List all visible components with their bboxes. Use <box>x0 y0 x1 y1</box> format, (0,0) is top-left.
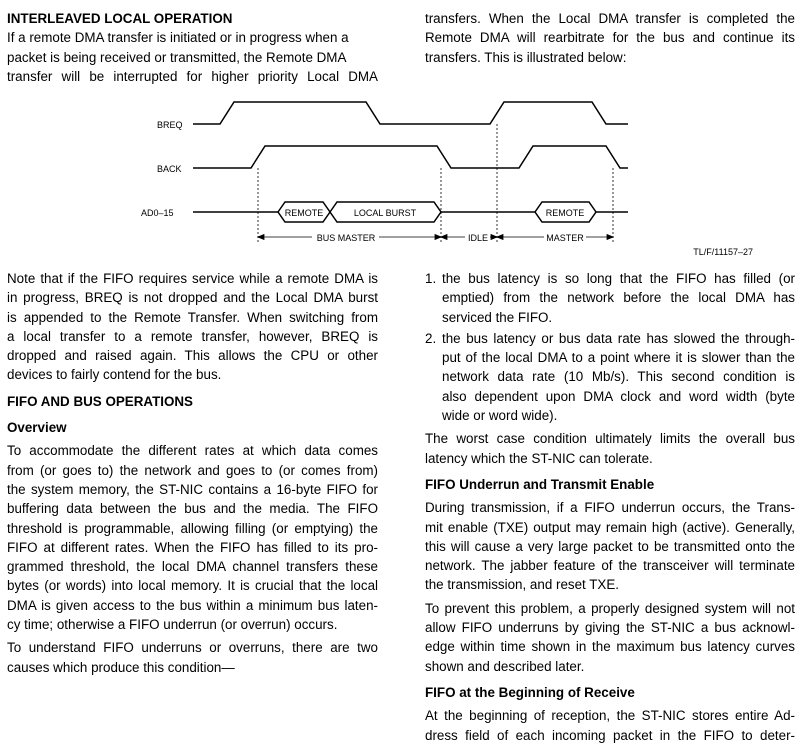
text-line: in progress, BREQ is not dropped and the Local DMA burst <box>7 290 378 306</box>
phase-label-master: MASTER <box>546 233 584 243</box>
text-line: the bus latency is so long that the FIFO has filled (or <box>442 271 795 286</box>
segment-label-remote-2: REMOTE <box>545 208 585 218</box>
prevent-paragraph <box>425 599 795 676</box>
text-line: causes which produce this condition— <box>7 659 235 675</box>
text-line: cy time; otherwise a FIFO underrun (or overrun) occurs. <box>7 617 338 633</box>
subheading-overview: Overview <box>7 420 67 436</box>
text-line: DMA is given access to the bus within a minimum bus laten- <box>7 597 378 613</box>
text-line: emptied) from the network before the local DMA has <box>442 290 795 306</box>
text-line: allow FIFO underruns by giving the ST-NIC a bus acknowl- <box>425 620 795 636</box>
intro-paragraph <box>7 28 378 86</box>
list-item <box>425 269 795 327</box>
list-item <box>425 329 795 425</box>
signal-label-ad: AD0–15 <box>141 208 174 218</box>
text-line: edge within time shown in the maximum bus latency curves <box>425 639 795 655</box>
arrow-head <box>497 235 503 240</box>
text-line: wide or word wide). <box>442 408 558 424</box>
text-line: packet is being received or transmitted, the Remote DMA <box>7 49 347 65</box>
text-line: devices to fairly contend for the bus. <box>7 367 222 383</box>
segment-label-remote: REMOTE <box>284 208 324 218</box>
worst-case-paragraph <box>425 429 795 468</box>
text-line: a local transfer to a remote transfer, however, BREQ is <box>7 328 378 344</box>
receive-paragraph <box>425 706 795 745</box>
timing-diagram <box>0 95 810 260</box>
subheading-receive: FIFO at the Beginning of Receive <box>425 684 635 700</box>
text-line: the transmission, and reset TXE. <box>425 577 620 593</box>
phase-label-idle: IDLE <box>467 233 489 243</box>
underrun-paragraph <box>425 498 795 594</box>
signal-label-breq: BREQ <box>157 120 183 130</box>
right-column-bottom <box>425 269 795 745</box>
arrow-head <box>258 235 264 240</box>
list-number: 1. <box>425 271 437 286</box>
text-line: To accommodate the different rates at which data comes <box>7 443 378 459</box>
section-heading-fifo-bus: FIFO AND BUS OPERATIONS <box>7 393 193 409</box>
back-waveform <box>193 146 628 168</box>
text-line: If a remote DMA transfer is initiated or in progress when a <box>7 30 349 46</box>
left-column-top <box>7 9 378 86</box>
figure-id: TL/F/11157–27 <box>693 247 753 257</box>
note-paragraph <box>7 269 378 385</box>
text-line: Note that if the FIFO requires service while a remote DMA is <box>7 271 378 286</box>
text-line: At the beginning of reception, the ST-NIC stores entire Ad- <box>425 708 795 724</box>
text-line: The worst case condition ultimately limits the overall bus <box>425 431 795 447</box>
text-line: mit enable (TXE) output may remain high (active). Generally, <box>425 519 795 535</box>
section-heading-interleaved: INTERLEAVED LOCAL OPERATION <box>7 11 233 26</box>
text-line: the bus latency or bus data rate has slowed the through- <box>442 330 795 346</box>
text-line: threshold is programmable, allowing filling (or emptying) the <box>7 520 378 536</box>
causes-paragraph <box>7 638 378 677</box>
text-line: grammed threshold, the local DMA channel transfers these <box>7 559 378 575</box>
text-line: this will cause a very large packet to be transmitted onto the <box>425 538 795 554</box>
subheading-underrun: FIFO Underrun and Transmit Enable <box>425 476 655 492</box>
text-line: serviced the FIFO. <box>442 309 553 325</box>
breq-waveform <box>193 102 628 124</box>
text-line: dropped and raised again. This allows the CPU or other <box>7 348 378 364</box>
arrow-head <box>607 235 613 240</box>
left-column-bottom <box>7 269 378 677</box>
text-line: is appended to the Remote Transfer. When switching from <box>7 309 378 325</box>
text-line: To understand FIFO underruns or overruns, there are two <box>7 640 378 656</box>
text-line: network. The jabber feature of the transceiver will terminate <box>425 558 795 574</box>
text-line: transfers. When the Local DMA transfer is completed the <box>425 11 795 26</box>
text-line: also dependent upon DMA clock and word width (byte <box>442 388 795 404</box>
right-column-top <box>425 9 795 67</box>
text-line: Remote DMA will rearbitrate for the bus and continue its <box>425 30 795 46</box>
arrow-head <box>441 235 447 240</box>
text-line: buffering data between the bus and the media. The FIFO <box>7 501 378 517</box>
phase-label-bus-master: BUS MASTER <box>316 233 376 243</box>
text-line: from (or goes to) the network and goes to (or comes from) <box>7 462 378 478</box>
text-line: To prevent this problem, a properly designed system will not <box>425 600 795 616</box>
text-line: dress field of each incoming packet in the FIFO to deter- <box>425 727 795 743</box>
signal-label-back: BACK <box>157 164 182 174</box>
text-line: shown and described later. <box>425 658 585 674</box>
causes-list <box>425 269 795 425</box>
list-number: 2. <box>425 330 437 346</box>
text-line: network data rate (10 Mb/s). This second condition is <box>442 369 795 385</box>
text-line: FIFO at different rates. When the FIFO has filled to its pro- <box>7 539 378 555</box>
text-line: During transmission, if a FIFO underrun occurs, the Trans- <box>425 500 795 516</box>
text-line: bytes (or words) into local memory. It is crucial that the local <box>7 578 378 594</box>
text-line: transfers. This is illustrated below: <box>425 49 627 65</box>
text-line: latency which the ST-NIC can tolerate. <box>425 450 653 466</box>
segment-label-local-burst: LOCAL BURST <box>353 208 417 218</box>
text-line: transfer will be interrupted for higher priority Local DMA <box>7 68 378 84</box>
overview-paragraph <box>7 441 378 634</box>
text-line: put of the local DMA to a point where it is slower than the <box>442 350 795 366</box>
text-line: the system memory, the ST-NIC contains a 16-byte FIFO for <box>7 481 378 497</box>
